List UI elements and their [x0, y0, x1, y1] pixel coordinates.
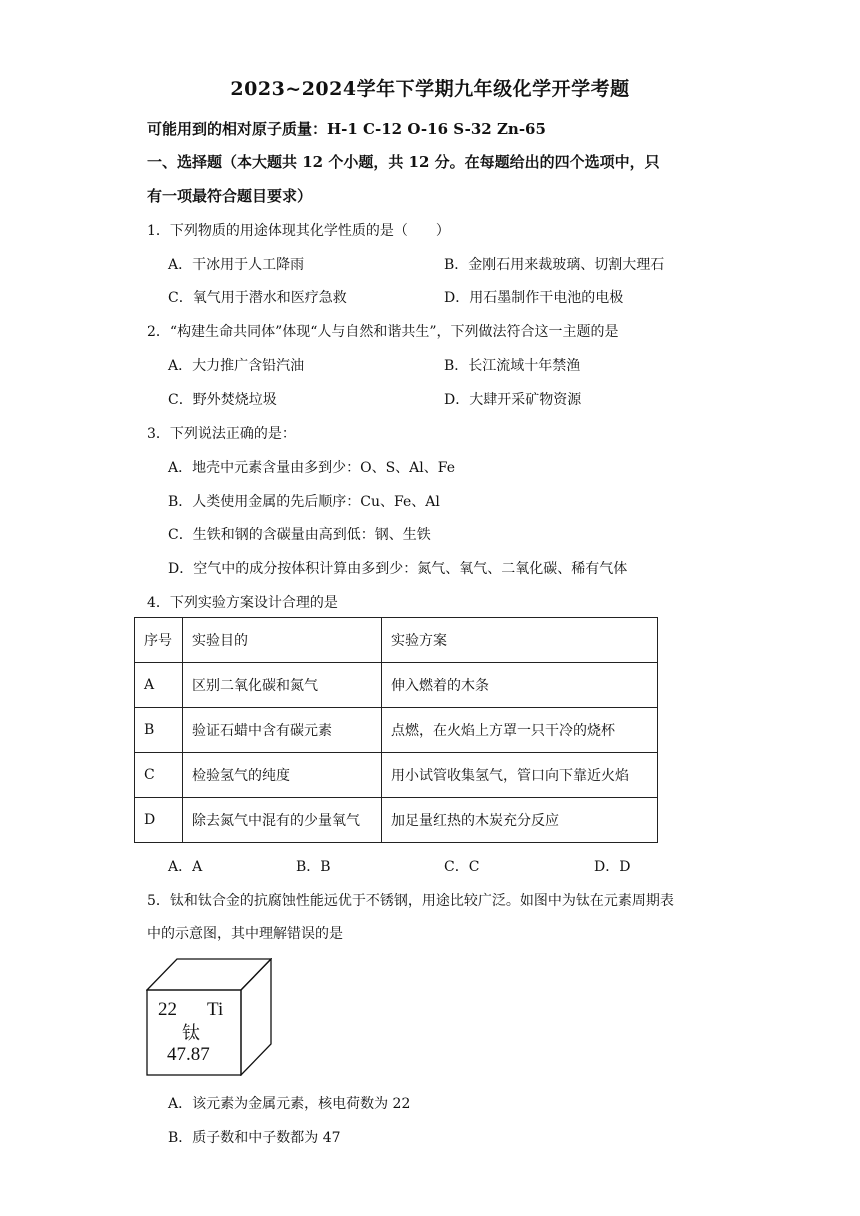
- q4-option-b: B．B: [296, 859, 331, 875]
- q2-option-d: D．大肆开采矿物资源: [444, 392, 582, 408]
- q1-option-d: D．用石墨制作干电池的电极: [444, 290, 624, 306]
- q1-stem: 1．下列物质的用途体现其化学性质的是（ ）: [147, 223, 450, 239]
- q5-stem-line2: 中的示意图，其中理解错误的是: [147, 926, 343, 942]
- q5-option-b: B．质子数和中子数都为 47: [168, 1130, 341, 1146]
- table-row: [135, 663, 658, 708]
- atomic-number: 22: [158, 999, 177, 1020]
- table-cell: 伸入燃着的木条: [382, 663, 658, 708]
- table-row: [135, 753, 658, 798]
- q2-stem: 2．“构建生命共同体”体现“人与自然和谐共生”，下列做法符合这一主题的是: [147, 324, 619, 340]
- q3-option-a: A．地壳中元素含量由多到少：O、S、Al、Fe: [168, 460, 455, 476]
- q3-option-c: C．生铁和钢的含碳量由高到低：钢、生铁: [168, 527, 431, 543]
- atomic-mass: 47.87: [167, 1044, 210, 1065]
- table-header-cell: 序号: [135, 618, 183, 663]
- table-cell: 除去氮气中混有的少量氧气: [183, 798, 382, 843]
- experiment-table: [134, 617, 658, 843]
- element-tile-titanium: [146, 958, 272, 1076]
- table-cell: C: [135, 753, 183, 798]
- q5-option-a: A．该元素为金属元素，核电荷数为 22: [168, 1096, 411, 1112]
- table-header-cell: 实验方案: [382, 618, 658, 663]
- atomic-masses: 可能用到的相对原子质量：H-1 C-12 O-16 S-32 Zn-65: [147, 120, 546, 138]
- table-cell: 点燃，在火焰上方罩一只干冷的烧杯: [382, 708, 658, 753]
- q1-option-a: A．干冰用于人工降雨: [168, 257, 305, 273]
- page-title: 2023~2024学年下学期九年级化学开学考题: [230, 78, 630, 100]
- q3-option-d: D．空气中的成分按体积计算由多到少：氮气、氧气、二氧化碳、稀有气体: [168, 561, 628, 577]
- table-cell: B: [135, 708, 183, 753]
- table-row: [135, 708, 658, 753]
- element-symbol: Ti: [207, 999, 224, 1020]
- section-heading-line2: 有一项最符合题目要求）: [147, 187, 313, 205]
- table-cell: 验证石蜡中含有碳元素: [183, 708, 382, 753]
- table-cell: D: [135, 798, 183, 843]
- section-heading-line1: 一、选择题（本大题共 12 个小题，共 12 分。在每题给出的四个选项中，只: [147, 153, 660, 171]
- table-cell: 加足量红热的木炭充分反应: [382, 798, 658, 843]
- q4-option-d: D．D: [594, 859, 631, 875]
- q1-option-b: B．金刚石用来裁玻璃、切割大理石: [444, 257, 665, 273]
- q2-option-a: A．大力推广含铅汽油: [168, 358, 305, 374]
- table-row: [135, 798, 658, 843]
- table-cell: A: [135, 663, 183, 708]
- q4-option-c: C．C: [444, 859, 480, 875]
- q4-option-a: A．A: [168, 859, 203, 875]
- q1-option-c: C．氧气用于潜水和医疗急救: [168, 290, 347, 306]
- element-name: 钛: [182, 1023, 200, 1044]
- q2-option-b: B．长江流域十年禁渔: [444, 358, 581, 374]
- q3-stem: 3．下列说法正确的是：: [147, 426, 296, 442]
- table-header-cell: 实验目的: [183, 618, 382, 663]
- table-header-row: [135, 618, 658, 663]
- q3-option-b: B．人类使用金属的先后顺序：Cu、Fe、Al: [168, 494, 440, 510]
- q4-stem: 4．下列实验方案设计合理的是: [147, 595, 338, 611]
- q5-stem-line1: 5．钛和钛合金的抗腐蚀性能远优于不锈钢，用途比较广泛。如图中为钛在元素周期表: [147, 893, 674, 909]
- table-cell: 用小试管收集氢气，管口向下靠近火焰: [382, 753, 658, 798]
- q2-option-c: C．野外焚烧垃圾: [168, 392, 277, 408]
- table-cell: 检验氢气的纯度: [183, 753, 382, 798]
- table-cell: 区别二氧化碳和氮气: [183, 663, 382, 708]
